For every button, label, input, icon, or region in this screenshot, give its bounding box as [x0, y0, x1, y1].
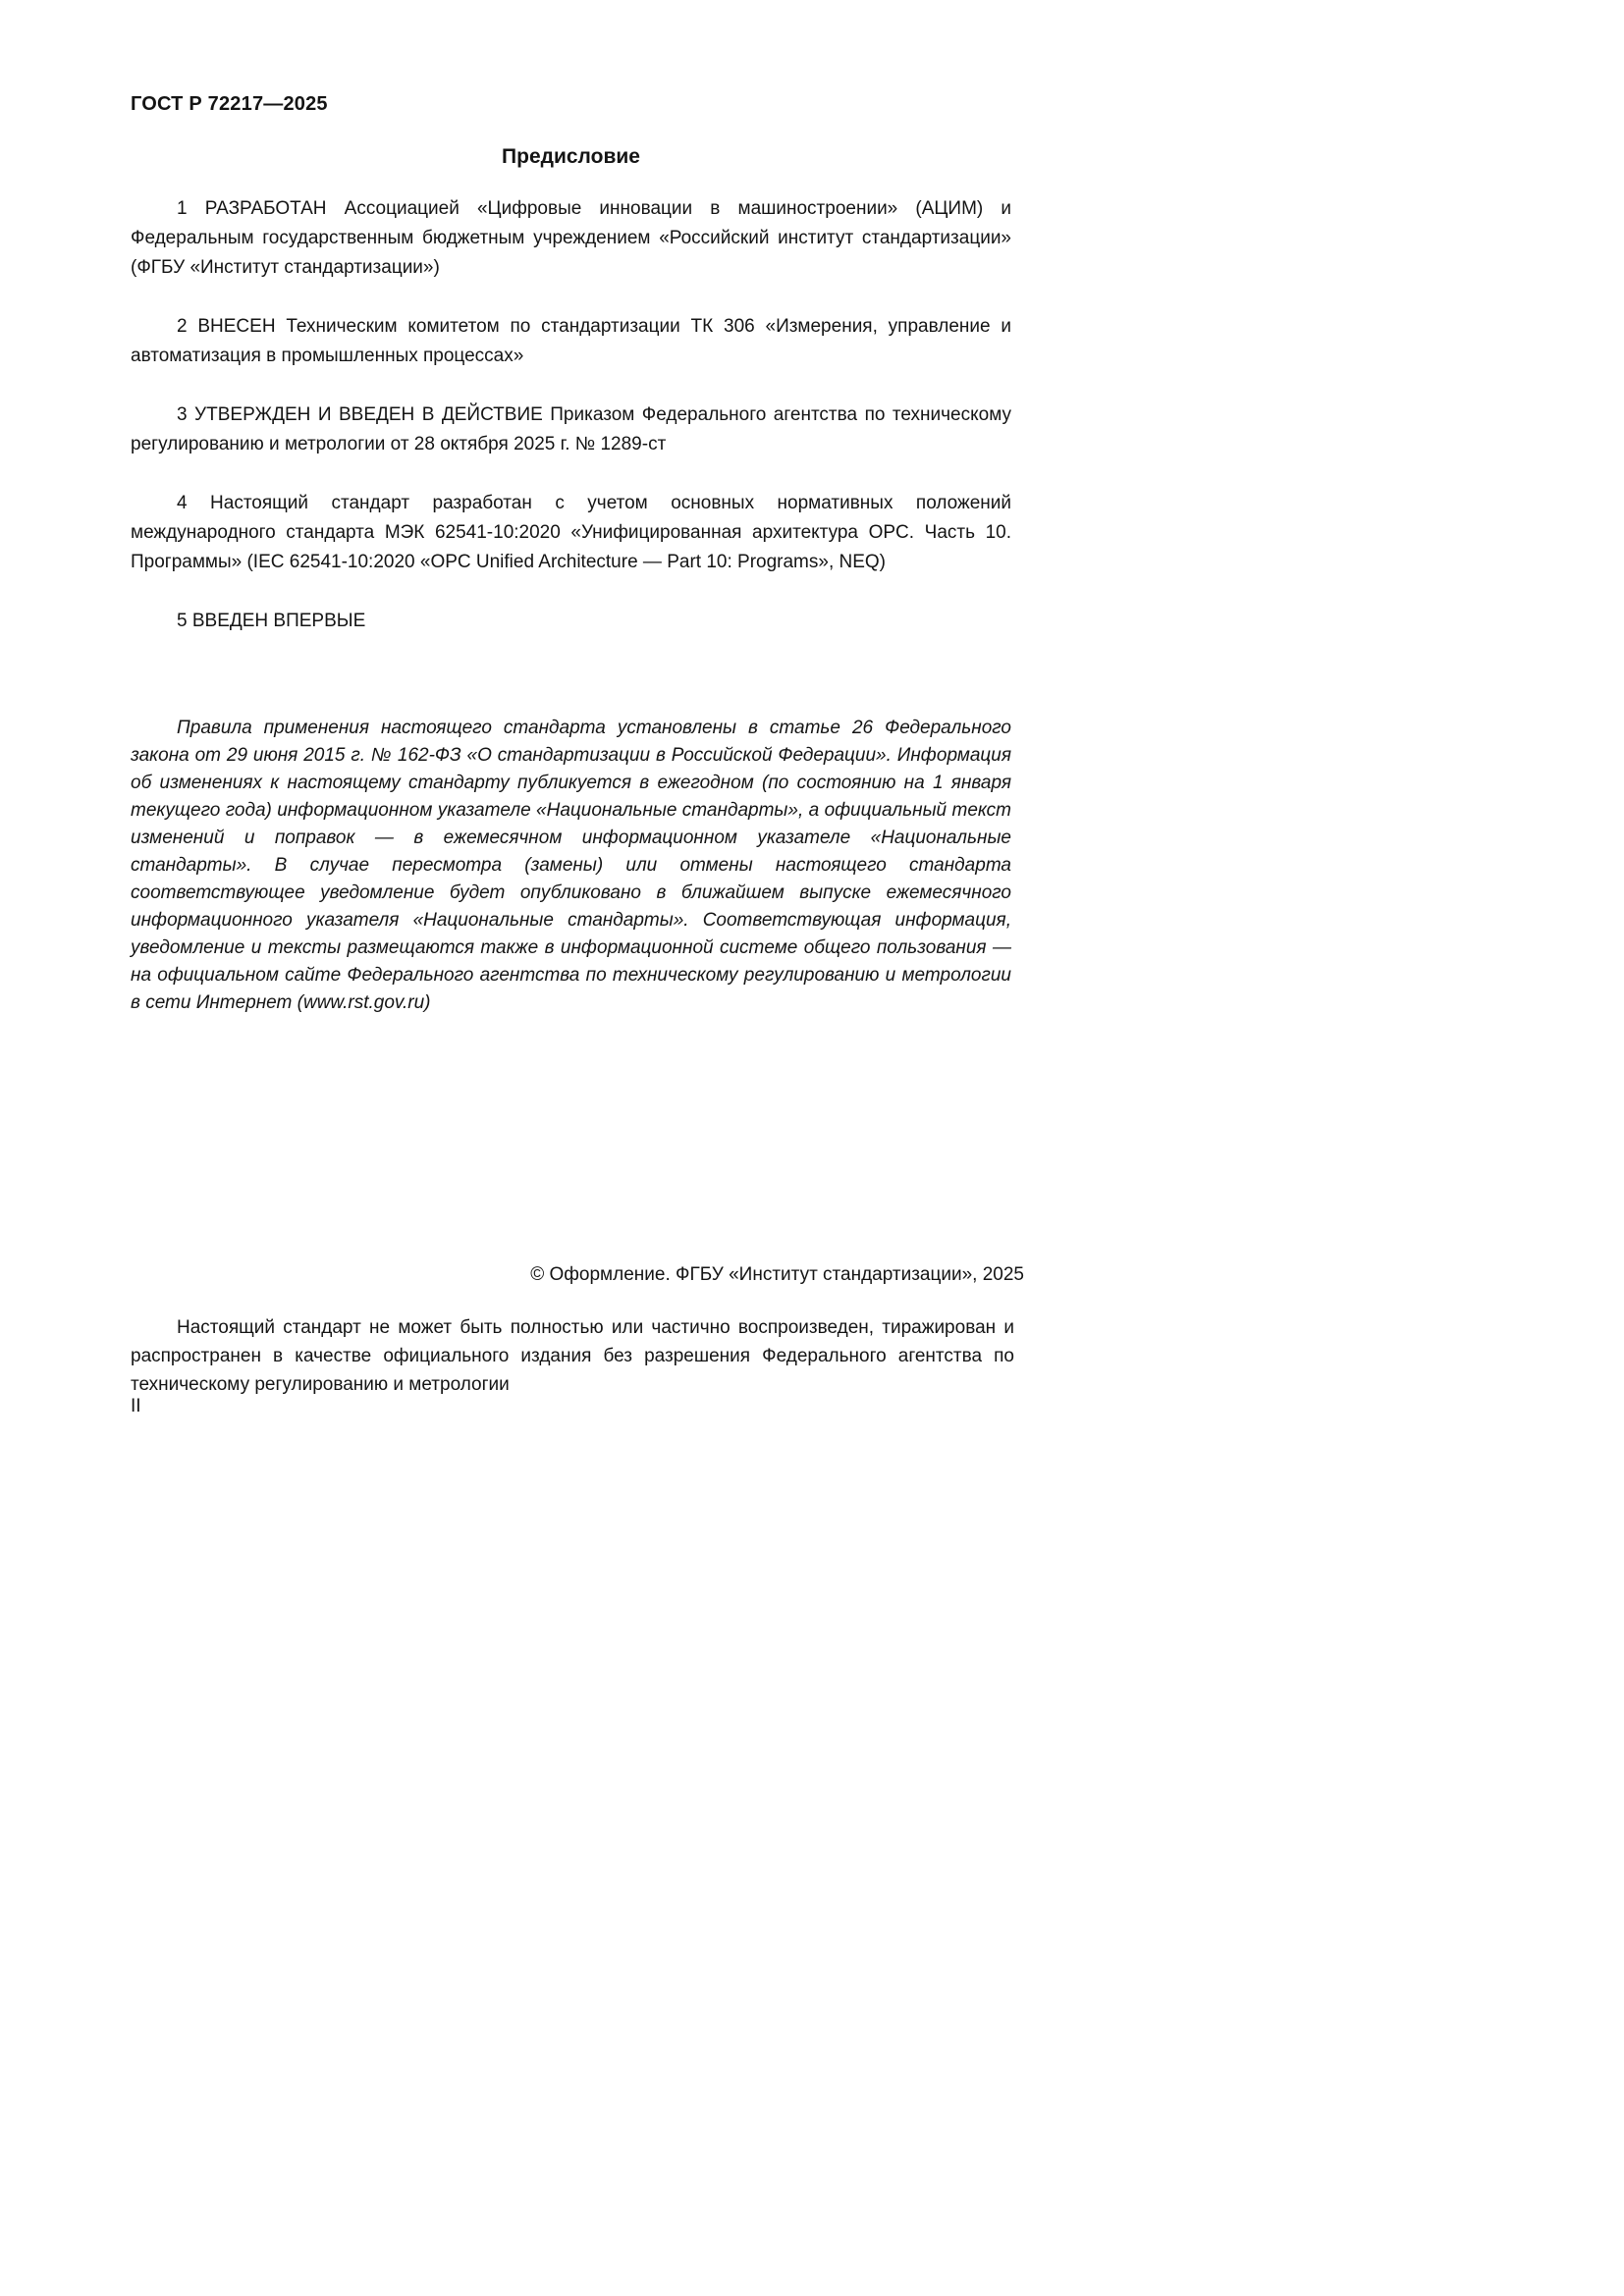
foreword-item-2: 2 ВНЕСЕН Техническим комитетом по стандартизации ТК 306 «Измерения, управление и автоматизация в промышленных процессах» [131, 316, 1011, 366]
foreword-item-3: 3 УТВЕРЖДЕН И ВВЕДЕН В ДЕЙСТВИЕ Приказом Федерального агентства по техническому регулированию и метрологии от 28 октября 2025 г. № 1289-ст [131, 404, 1011, 454]
page-content [131, 0, 1011, 1017]
reproduction-restriction-notice: Настоящий стандарт не может быть полностью или частично воспроизведен, тиражирован и распространен в качестве официального издания без разрешения Федерального агентства по техническому регулированию и метрологии [131, 1317, 1014, 1395]
page-number: II [131, 1396, 141, 1416]
foreword-item-1: 1 РАЗРАБОТАН Ассоциацией «Цифровые инновации в машиностроении» (АЦИМ) и Федеральным государственным бюджетным учреждением «Российский институт стандартизации» (ФГБУ «Институт стандартизации») [131, 198, 1011, 278]
foreword-item-5: 5 ВВЕДЕН ВПЕРВЫЕ [177, 611, 366, 631]
copyright-line: © Оформление. ФГБУ «Институт стандартизации», 2025 [530, 1264, 1024, 1285]
section-title: Предисловие [502, 145, 640, 168]
application-rules-notice: Правила применения настоящего стандарта установлены в статье 26 Федерального закона от 29 июня 2015 г. № 162-ФЗ «О стандартизации в Российской Федерации». Информация об изменениях к настоящему стандарту публикуется в ежегодном (по состоянию на 1 января текущего года) информационном указателе «Национальные стандарты», а официальный текст изменений и поправок — в ежемесячном информационном указателе «Национальные стандарты». В случае пересмотра (замены) или отмены настоящего стандарта соответствующее уведомление будет опубликовано в ближайшем выпуске ежемесячного информационного указателя «Национальные стандарты». Соответствующая информация, уведомление и тексты размещаются также в информационной системе общего пользования — на официальном сайте Федерального агентства по техническому регулированию и метрологии в сети Интернет (www.rst.gov.ru) [131, 718, 1011, 1013]
document-designation: ГОСТ Р 72217—2025 [131, 93, 328, 115]
foreword-item-4: 4 Настоящий стандарт разработан с учетом основных нормативных положений международного стандарта МЭК 62541-10:2020 «Унифицированная архитектура OPC. Часть 10. Программы» (IEC 62541-10:2020 «OPC Unified Architecture — Part 10: Programs», NEQ) [131, 493, 1011, 572]
